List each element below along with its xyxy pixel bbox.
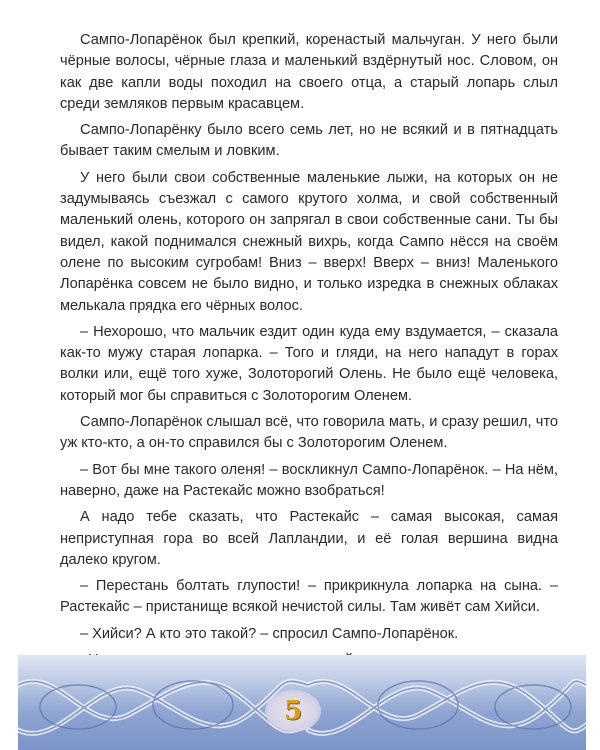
paragraph: – Перестань болтать глупости! – прикрикнула лопарка на сына. – Растекайс – пристанище всякой нечистой силы. Там живёт сам Хийси. xyxy=(60,578,558,616)
paragraph: – Нехорошо, что мальчик ездит один куда ему вздумается, – сказала как-то мужу старая лопарка. – Того и гляди, на него нападут в горах волки или, ещё того хуже, Золоторогий Олень. Не было ещё человека, который мог бы справиться с Золоторогим Оленем. xyxy=(60,323,558,404)
page-text xyxy=(60,30,558,698)
page-number-badge xyxy=(265,690,321,732)
page-number: 5 xyxy=(283,696,303,726)
paragraph: Сампо-Лопарёнок был крепкий, коренастый мальчуган. У него были чёрные волосы, чёрные глаза и маленький вздёрнутый нос. Словом, он как две капли воды походил на своего отца, а старый лопарь слыл среди земляков первым красавцем. xyxy=(60,32,558,112)
paragraph: – Хийси? А кто это такой? – спросил Сампо-Лопарёнок. xyxy=(80,625,459,642)
paragraph: А надо тебе сказать, что Растекайс – самая высокая, самая неприступная гора во всей Лапландии, и её голая вершина видна далеко кругом. xyxy=(60,509,558,568)
paragraph: – Вот бы мне такого оленя! – воскликнул Сампо-Лопарёнок. – На нём, наверно, даже на Растекайс можно взобраться! xyxy=(60,461,558,499)
paragraph: У него были свои собственные маленькие лыжи, на которых он не задумываясь съезжал с самого крутого холма, и свой собственный маленький олень, которого он запрягал в свои собственные сани. Ты бы видел, какой поднимался снежный вихрь, когда Сампо нёсся на своём олене по высоким сугробам! Вниз – вверх! Вверх – вниз! Маленького Лопарёнка совсем не было видно, и только изредка в снежных облаках мелькала прядка его чёрных волос. xyxy=(60,169,558,314)
paragraph: Сампо-Лопарёнку было всего семь лет, но не всякий и в пятнадцать бывает таким смелым и ловким. xyxy=(60,122,558,160)
paragraph: Сампо-Лопарёнок слышал всё, что говорила мать, и сразу решил, что уж кто-кто, а он-то справился бы с Золоторогим Оленем. xyxy=(60,414,558,452)
